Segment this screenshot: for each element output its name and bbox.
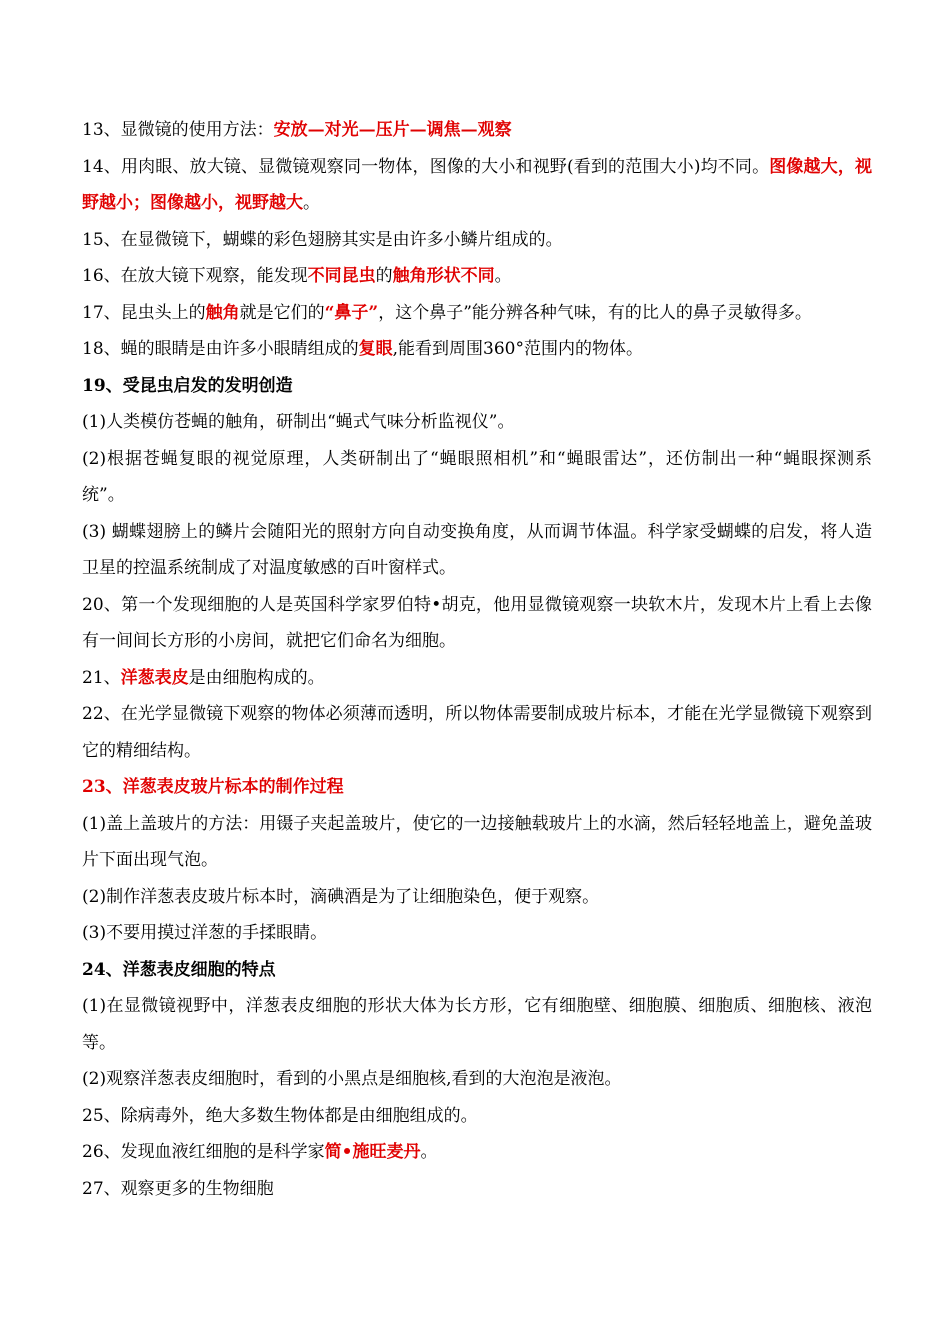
paragraph-p25 [82,1098,872,1135]
text-segment: 26、发现血液红细胞的是科学家 [82,1142,325,1162]
paragraph-p19c [82,514,872,587]
paragraph-p13 [82,112,872,149]
text-segment: (3) 蝴蝶翅膀上的鳞片会随阳光的照射方向自动变换角度，从而调节体温。科学家受蝴蝶的启发，将人造卫星的控温系统制成了对温度敏感的百叶窗样式。 [82,521,872,578]
paragraph-p20 [82,587,872,660]
text-segment: 25、除病毒外，绝大多数生物体都是由细胞组成的。 [82,1105,478,1126]
text-segment: (1)在显微镜视野中，洋葱表皮细胞的形状大体为长方形，它有细胞壁、细胞膜、细胞质、细胞核、液泡等。 [82,996,872,1053]
text-segment: 。 [494,266,512,286]
document-body [82,112,872,1207]
highlighted-text: 图像越大，视野越小；图像越小，视野越大 [82,156,872,213]
text-segment: (1)人类模仿苍蝇的触角，研制出“蝇式气味分析监视仪”。 [82,412,515,432]
text-segment: 就是它们的 [239,302,325,323]
text-segment: (2)制作洋葱表皮玻片标本时，滴碘酒是为了让细胞染色，便于观察。 [82,886,600,907]
section-heading-text: 19、受昆虫启发的发明创造 [82,375,293,396]
paragraph-p14 [82,149,872,222]
paragraph-p17 [82,295,872,332]
highlighted-text: 不同昆虫 [307,266,376,286]
text-segment: 13、显微镜的使用方法： [82,120,274,140]
text-segment: (3)不要用摸过洋葱的手揉眼睛。 [82,923,328,943]
paragraph-p23a [82,806,872,879]
paragraph-p19 [82,368,872,405]
highlighted-text: 触角形状不同 [392,266,495,286]
paragraph-p27 [82,1171,872,1208]
highlighted-text: 安放—对光—压片—调焦—观察 [273,120,512,140]
text-segment: 15、在显微镜下，蝴蝶的彩色翅膀其实是由许多小鳞片组成的。 [82,229,563,250]
text-segment: 。 [420,1142,438,1162]
section-heading-text: 24、洋葱表皮细胞的特点 [82,959,276,980]
text-segment: 22、在光学显微镜下观察的物体必须薄而透明，所以物体需要制成玻片标本，才能在光学显微镜下观察到它的精细结构。 [82,704,872,761]
paragraph-p24 [82,952,872,989]
highlighted-text: 23、洋葱表皮玻片标本的制作过程 [82,777,344,797]
paragraph-p18 [82,331,872,368]
paragraph-p23 [82,769,872,806]
paragraph-p21 [82,660,872,697]
paragraph-p24b [82,1061,872,1098]
paragraph-p19b [82,441,872,514]
highlighted-text: 简•施旺麦丹 [324,1142,421,1162]
text-segment: 16、在放大镜下观察，能发现 [82,266,308,286]
highlighted-text: 复眼 [358,339,393,359]
text-segment: (2)根据苍蝇复眼的视觉原理，人类研制出了“蝇眼照相机”和“蝇眼雷达”，还仿制出一种“蝇眼探测系统”。 [82,448,872,505]
text-segment: (2)观察洋葱表皮细胞时，看到的小黑点是细胞核,看到的大泡泡是液泡。 [82,1069,622,1089]
text-segment: 14、用肉眼、放大镜、显微镜观察同一物体，图像的大小和视野(看到的范围大小)均不同。 [82,156,770,177]
text-segment: ,能看到周围360°范围内的物体。 [392,339,643,359]
text-segment: ，这个鼻子”能分辨各种气味，有的比人的鼻子灵敏得多。 [378,302,812,323]
text-segment: 的 [375,266,393,286]
paragraph-p16 [82,258,872,295]
text-segment: 18、蝇的眼睛是由许多小眼睛组成的 [82,339,359,359]
text-segment: 。 [303,193,320,213]
paragraph-p23c [82,915,872,952]
text-segment: 27、观察更多的生物细胞 [82,1178,274,1199]
text-segment: 17、昆虫头上的 [82,302,206,323]
paragraph-p19a [82,404,872,441]
highlighted-text: “鼻子” [324,302,379,323]
text-segment: 是由细胞构成的。 [188,667,325,688]
text-segment: 21、 [82,667,121,688]
text-segment: 20、第一个发现细胞的人是英国科学家罗伯特•胡克，他用显微镜观察一块软木片，发现木片上看上去像有一间间长方形的小房间，就把它们命名为细胞。 [82,594,872,651]
paragraph-p24a [82,988,872,1061]
paragraph-p26 [82,1134,872,1171]
highlighted-text: 洋葱表皮 [120,667,189,688]
text-segment: (1)盖上盖玻片的方法：用镊子夹起盖玻片，使它的一边接触载玻片上的水滴，然后轻轻地盖上，避免盖玻片下面出现气泡。 [82,813,872,870]
paragraph-p15 [82,222,872,259]
highlighted-text: 触角 [205,302,240,323]
paragraph-p22 [82,696,872,769]
paragraph-p23b [82,879,872,916]
